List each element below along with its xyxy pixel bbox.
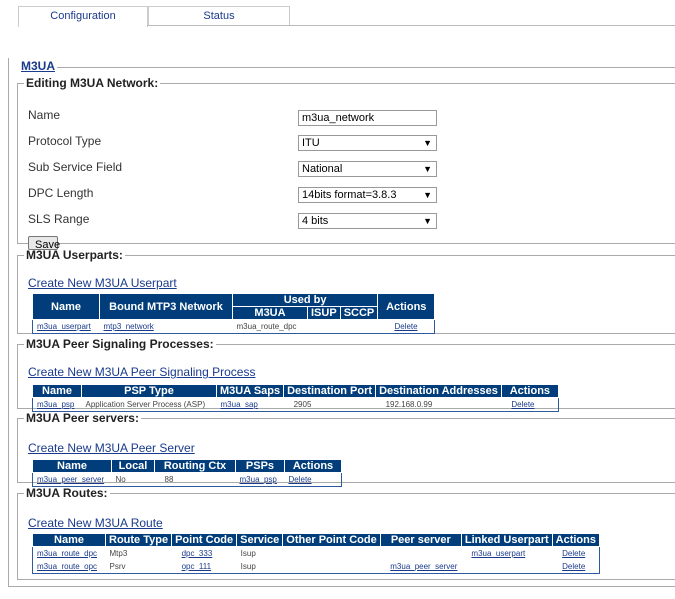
table-row xyxy=(33,320,435,334)
col-name: Name xyxy=(33,534,106,547)
name-input[interactable]: m3ua_network xyxy=(298,110,437,126)
col-local: Local xyxy=(112,460,155,473)
save-button[interactable]: Save xyxy=(28,236,58,250)
service-cell: Isup xyxy=(240,562,256,571)
col-actions: Actions xyxy=(378,294,435,320)
other-pc-cell xyxy=(283,560,380,574)
sls-range-label: SLS Range xyxy=(28,212,90,226)
peer-server-link[interactable]: m3ua_peer_server xyxy=(37,475,105,484)
dropdown-arrow-icon: ▼ xyxy=(423,216,432,226)
col-m3ua: M3UA xyxy=(233,307,308,320)
userparts-fieldset xyxy=(17,248,675,334)
table-row xyxy=(33,473,342,487)
tab-divider xyxy=(147,25,675,26)
tab-bar xyxy=(18,6,290,27)
sub-service-value: National xyxy=(302,163,343,175)
userparts-legend: M3UA Userparts: xyxy=(26,248,123,262)
delete-link[interactable]: Delete xyxy=(562,549,586,558)
other-pc-cell xyxy=(283,547,380,561)
sap-link[interactable]: m3ua_sap xyxy=(220,400,258,409)
peer-server-cell xyxy=(380,547,461,561)
col-used-by: Used by xyxy=(233,294,378,307)
psp-legend: M3UA Peer Signaling Processes: xyxy=(26,337,214,351)
page-title: M3UA xyxy=(21,59,56,73)
service-cell: Isup xyxy=(240,549,256,558)
protocol-type-select[interactable] xyxy=(298,135,437,151)
point-code-link[interactable]: opc_111 xyxy=(181,562,212,571)
sls-range-select[interactable] xyxy=(298,213,437,229)
col-linked-userpart: Linked Userpart xyxy=(461,534,552,547)
routes-legend: M3UA Routes: xyxy=(26,486,108,500)
col-actions: Actions xyxy=(552,534,599,547)
col-point-code: Point Code xyxy=(172,534,237,547)
point-code-link[interactable]: dpc_333 xyxy=(181,549,213,558)
mtp3-network-link[interactable]: mtp3_network xyxy=(103,322,154,331)
create-route-link[interactable]: Create New M3UA Route xyxy=(28,516,163,530)
route-type-cell: Psrv xyxy=(109,562,126,571)
routes-table xyxy=(32,533,600,574)
routes-fieldset xyxy=(17,486,675,580)
sub-service-label: Sub Service Field xyxy=(28,160,123,174)
route-type-cell: Mtp3 xyxy=(109,549,128,558)
peer-servers-fieldset xyxy=(17,411,675,483)
table-row xyxy=(33,560,600,574)
port-cell: 2905 xyxy=(293,400,312,409)
psp-fieldset xyxy=(17,337,675,409)
create-peer-server-link[interactable]: Create New M3UA Peer Server xyxy=(28,441,195,455)
col-isup: ISUP xyxy=(308,307,341,320)
psp-name-link[interactable]: m3ua_psp xyxy=(37,400,75,409)
dpc-length-select[interactable] xyxy=(298,187,437,203)
create-psp-link[interactable]: Create New M3UA Peer Signaling Process xyxy=(28,365,256,379)
col-psp-type: PSP Type xyxy=(82,385,217,398)
col-actions: Actions xyxy=(285,460,342,473)
sub-service-select[interactable] xyxy=(298,161,437,177)
col-name: Name xyxy=(33,385,82,398)
protocol-type-label: Protocol Type xyxy=(28,134,102,148)
route-name-link[interactable]: m3ua_route_dpc xyxy=(37,549,98,558)
address-cell: 192.168.0.99 xyxy=(385,400,433,409)
userparts-table xyxy=(32,293,435,334)
m3ua-title-rule xyxy=(57,67,675,68)
protocol-type-value: ITU xyxy=(302,137,320,149)
delete-link[interactable]: Delete xyxy=(288,475,312,484)
col-service: Service xyxy=(237,534,283,547)
delete-link[interactable]: Delete xyxy=(562,562,586,571)
dropdown-arrow-icon: ▼ xyxy=(423,164,432,174)
name-label: Name xyxy=(28,108,61,122)
col-psps: PSPs xyxy=(236,460,285,473)
used-by-isup xyxy=(308,320,341,334)
servers-table xyxy=(32,459,342,487)
col-name: Name xyxy=(33,460,112,473)
editing-network-fieldset xyxy=(17,76,675,251)
col-dest-port: Destination Port xyxy=(284,385,376,398)
used-by-m3ua: m3ua_route_dpc xyxy=(236,322,297,331)
dropdown-arrow-icon: ▼ xyxy=(423,138,432,148)
col-bound: Bound MTP3 Network xyxy=(100,294,233,320)
servers-legend: M3UA Peer servers: xyxy=(26,411,139,425)
tab-configuration[interactable]: Configuration xyxy=(18,6,148,27)
userpart-name-link[interactable]: m3ua_userpart xyxy=(37,322,91,331)
col-name: Name xyxy=(33,294,100,320)
editing-legend: Editing M3UA Network: xyxy=(26,76,159,90)
psp-link[interactable]: m3ua_psp xyxy=(239,475,277,484)
dropdown-arrow-icon: ▼ xyxy=(423,190,432,200)
sls-range-value: 4 bits xyxy=(302,215,329,227)
create-userpart-link[interactable]: Create New M3UA Userpart xyxy=(28,276,177,290)
dpc-length-value: 14bits format=3.8.3 xyxy=(302,189,397,201)
local-cell: No xyxy=(115,475,126,484)
col-sccp: SCCP xyxy=(340,307,378,320)
psp-table xyxy=(32,384,559,412)
table-row xyxy=(33,547,600,561)
col-actions: Actions xyxy=(501,385,558,398)
userpart-cell xyxy=(461,560,552,574)
table-row xyxy=(33,398,559,412)
col-other-pc: Other Point Code xyxy=(283,534,380,547)
delete-link[interactable]: Delete xyxy=(394,322,418,331)
route-name-link[interactable]: m3ua_route_opc xyxy=(37,562,98,571)
delete-link[interactable]: Delete xyxy=(511,400,535,409)
used-by-sccp xyxy=(340,320,378,334)
col-route-type: Route Type xyxy=(106,534,172,547)
psp-type-cell: Application Server Process (ASP) xyxy=(85,400,206,409)
routing-ctx-cell: 88 xyxy=(164,475,174,484)
peer-server-link[interactable]: m3ua_peer_server xyxy=(390,562,458,571)
col-dest-addr: Destination Addresses xyxy=(376,385,502,398)
col-saps: M3UA Saps xyxy=(217,385,284,398)
tab-status[interactable]: Status xyxy=(148,6,290,26)
col-peer-server: Peer server xyxy=(380,534,461,547)
col-routing-ctx: Routing Ctx xyxy=(155,460,236,473)
dpc-length-label: DPC Length xyxy=(28,186,94,200)
userpart-link[interactable]: m3ua_userpart xyxy=(471,549,526,558)
